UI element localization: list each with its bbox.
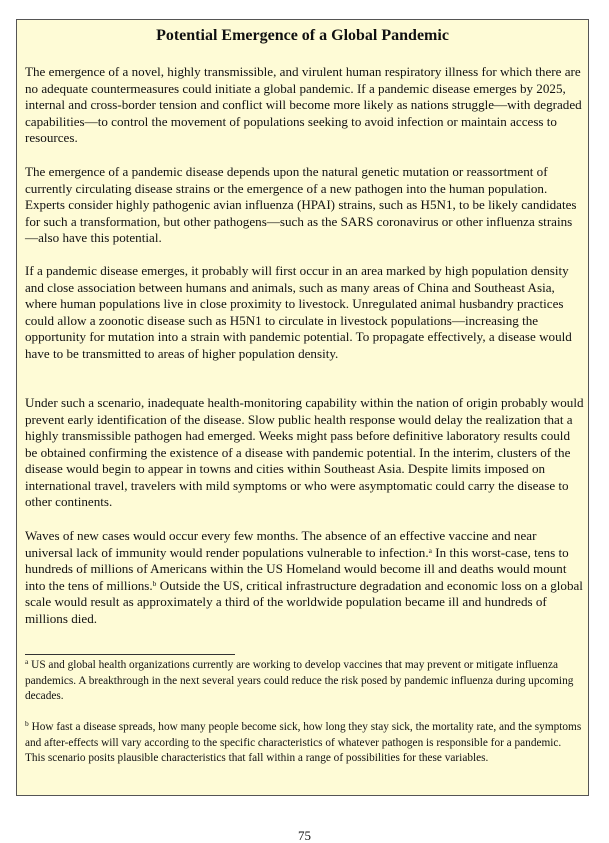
footnote-a-marker: a bbox=[25, 657, 29, 666]
paragraph-5-text-3: Outside the US, critical infrastructure degradation and economic loss on a global scale would result as approximately a third of the worldwide population became ill and hundreds of millions died. bbox=[25, 577, 583, 626]
text-box bbox=[16, 19, 589, 796]
paragraph-5 bbox=[25, 528, 585, 627]
page-number: 75 bbox=[298, 828, 311, 843]
footnote-divider bbox=[25, 654, 235, 655]
footnote-a-text: US and global health organizations currently are working to develop vaccines that may prevent or mitigate influenza pandemics. A breakthrough in the next several years could reduce the risk posed by pandemic influenza during upcoming decades. bbox=[25, 659, 574, 703]
paragraph-1: The emergence of a novel, highly transmissible, and virulent human respiratory illness for which there are no adequate countermeasures could initiate a global pandemic. If a pandemic disease emerges by 2025, internal and cross-border tension and conflict will become more likely as nations struggle—with degraded capabilities—to control the movement of populations seeking to avoid infection or maintain access to resources. bbox=[25, 64, 582, 145]
footnote-b bbox=[25, 720, 583, 767]
footnote-ref-b: b bbox=[152, 578, 157, 588]
paragraph-3: If a pandemic disease emerges, it probably will first occur in an area marked by high population density and close association between humans and animals, such as many areas of China and Southeast Asia, where human populations live in close proximity to livestock. Unregulated animal husbandry practices could allow a zoonotic disease such as H5N1 to circulate in livestock populations—increasing the opportunity for mutation into a strain with pandemic potential. To propagate effectively, a disease would have to be transmitted to areas of higher population density. bbox=[25, 263, 572, 361]
paragraph-2: The emergence of a pandemic disease depends upon the natural genetic mutation or reassortment of currently circulating disease strains or the emergence of a new pathogen into the human population. Experts consider highly pathogenic avian influenza (HPAI) strains, such as H5N1, to be likely candidates for such a transformation, but other pathogens—such as the SARS coronavirus or other influenza strains—also have this potential. bbox=[25, 164, 577, 245]
box-title: Potential Emergence of a Global Pandemic bbox=[156, 27, 449, 44]
footnote-b-text: How fast a disease spreads, how many people become sick, how long they stay sick, the mortality rate, and the symptoms and after-effects will vary according to the specific characteristics of whatever pathogen is responsible for a pandemic. This scenario posits plausible characteristics that fall within a range of possibilities for these variables. bbox=[25, 721, 582, 765]
footnote-a bbox=[25, 658, 583, 705]
paragraph-4: Under such a scenario, inadequate health-monitoring capability within the nation of origin probably would prevent early identification of the disease. Slow public health response would delay the realization that a highly transmissible pathogen had emerged. Weeks might pass before definitive laboratory results could be obtained confirming the existence of a disease with pandemic potential. In the interim, clusters of the disease would begin to appear in towns and cities within Southeast Asia. Despite limits imposed on international travel, travelers with mild symptoms or who were asymptomatic could carry the disease to other continents. bbox=[25, 395, 584, 509]
footnote-b-marker: b bbox=[25, 719, 29, 728]
paragraph-5-text-2: In this worst-case, tens to hundreds of millions of Americans within the US Homeland would become ill and deaths would mount into the tens of millions. bbox=[25, 544, 569, 593]
paragraph-5-text-1: Waves of new cases would occur every few months. The absence of an effective vaccine and near universal lack of immunity would render populations vulnerable to infection. bbox=[25, 528, 537, 560]
footnote-ref-a: a bbox=[428, 545, 432, 555]
